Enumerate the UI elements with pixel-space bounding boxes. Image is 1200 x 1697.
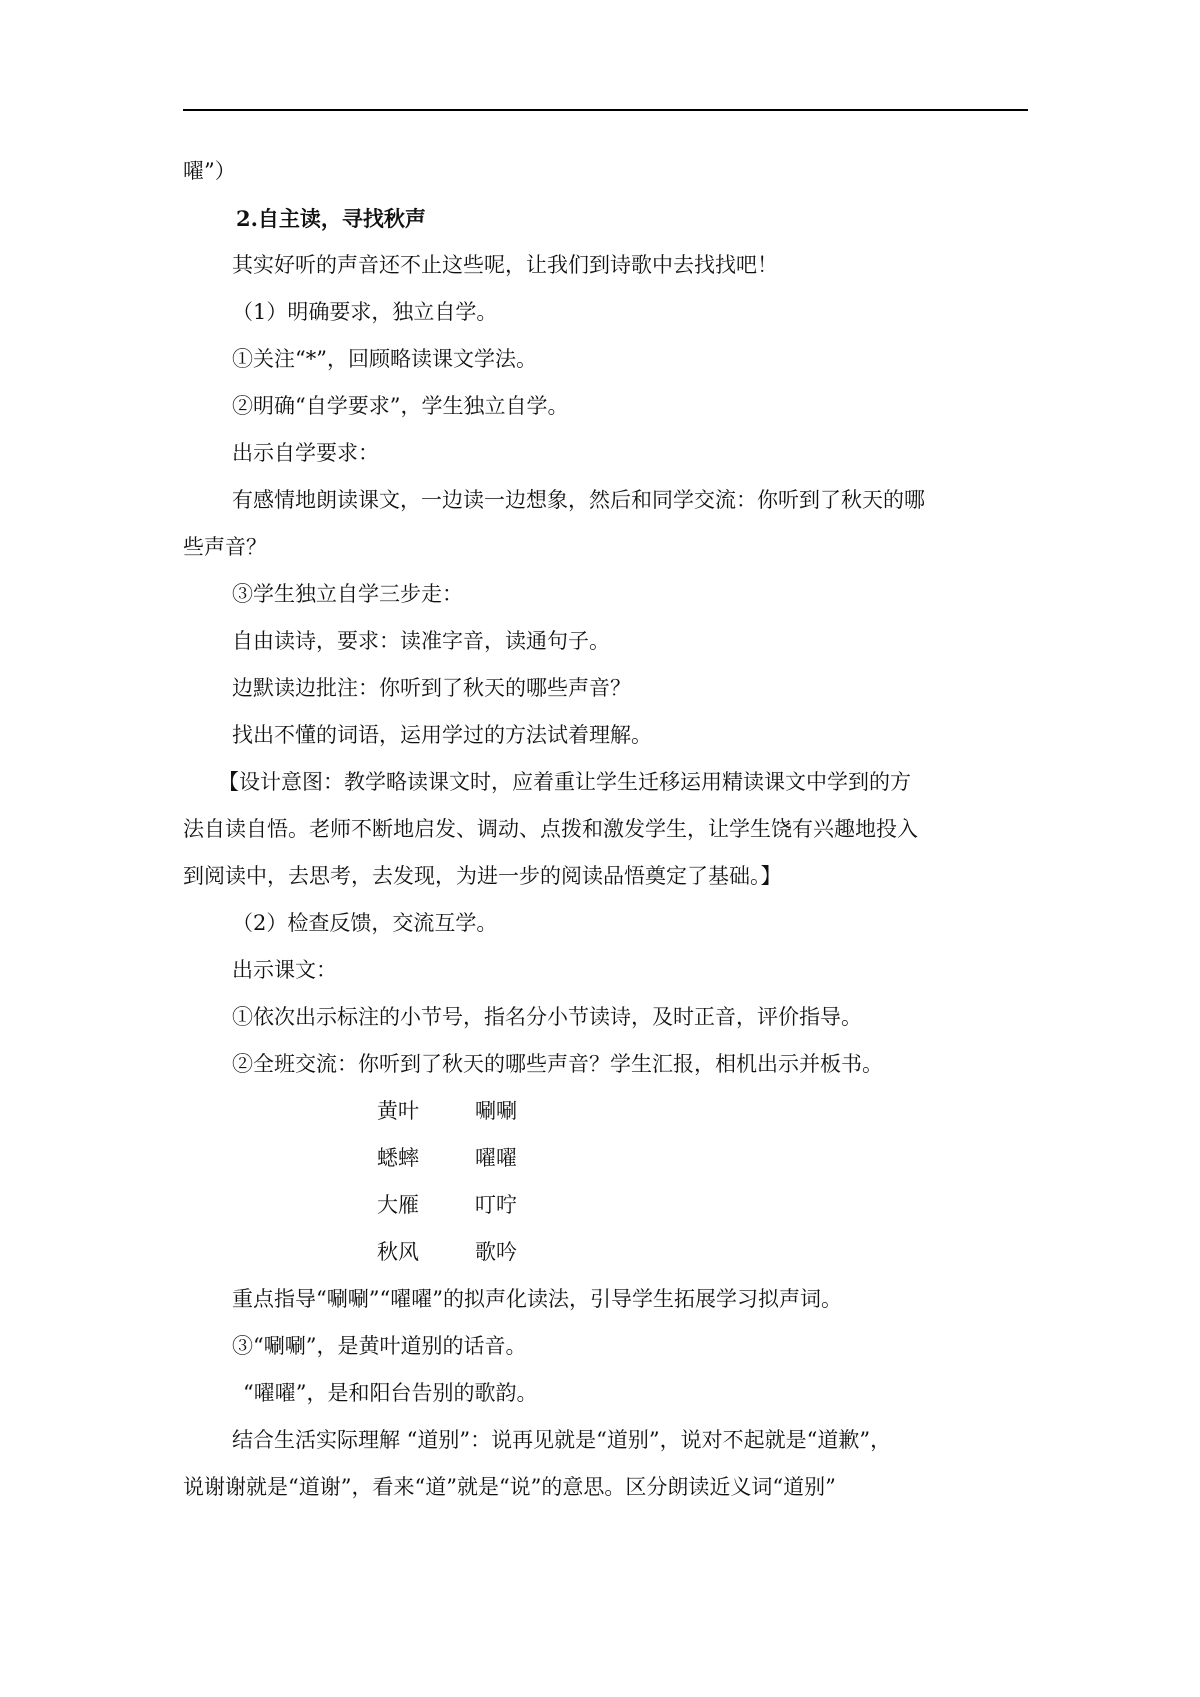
sub-heading: （2）检查反馈，交流互学。 (232, 911, 498, 935)
text-line: 自由读诗，要求：读准字音，读通句子。 (232, 629, 610, 653)
text-line: 说谢谢就是“道谢”，看来“道”就是“说”的意思。区分朗读近义词“道别” (183, 1475, 836, 1499)
board-sound: 叮咛 (475, 1193, 517, 1217)
board-pair (183, 1229, 1028, 1276)
text-line: 重点指导“唰唰”“嚁嚁”的拟声化读法，引导学生拓展学习拟声词。 (232, 1287, 842, 1311)
board-pair (183, 1088, 1028, 1135)
text-line: “嚁嚁”，是和阳台告别的歌韵。 (243, 1381, 538, 1405)
text-line: 出示课文： (232, 958, 337, 982)
text-line: 有感情地朗读课文，一边读一边想象，然后和同学交流：你听到了秋天的哪 (232, 488, 925, 512)
header-rule (183, 109, 1028, 111)
board-subject: 大雁 (377, 1193, 419, 1217)
board-pair (183, 1182, 1028, 1229)
document-body (183, 148, 1028, 1511)
board-pair (183, 1135, 1028, 1182)
design-intent-line: 【设计意图：教学略读课文时，应着重让学生迁移运用精读课文中学到的方 (218, 770, 911, 794)
text-line: ③“唰唰”，是黄叶道别的话音。 (232, 1334, 527, 1358)
design-intent-line: 到阅读中，去思考，去发现，为进一步的阅读品悟奠定了基础。】 (183, 864, 782, 888)
text-line: 嚁”） (183, 159, 236, 183)
text-line: ①依次出示标注的小节号，指名分小节读诗，及时正音，评价指导。 (232, 1005, 862, 1029)
text-line: 些声音？ (183, 535, 267, 559)
text-line: 其实好听的声音还不止这些呢，让我们到诗歌中去找找吧！ (232, 253, 778, 277)
text-line: ③学生独立自学三步走： (232, 582, 463, 606)
board-sound: 唰唰 (475, 1099, 517, 1123)
board-subject: 黄叶 (377, 1099, 419, 1123)
text-line: 找出不懂的词语，运用学过的方法试着理解。 (232, 723, 652, 747)
board-subject: 蟋蟀 (377, 1146, 419, 1170)
text-line: ②全班交流：你听到了秋天的哪些声音？学生汇报，相机出示并板书。 (232, 1052, 883, 1076)
board-sound: 歌吟 (475, 1240, 517, 1264)
text-line: 出示自学要求： (232, 441, 379, 465)
text-line: ②明确“自学要求”，学生独立自学。 (232, 394, 569, 418)
section-heading: 2.自主读，寻找秋声 (236, 206, 426, 231)
sub-heading: （1）明确要求，独立自学。 (232, 300, 498, 324)
text-line: ①关注“*”，回顾略读课文学法。 (232, 347, 537, 371)
board-subject: 秋风 (377, 1240, 419, 1264)
design-intent-line: 法自读自悟。老师不断地启发、调动、点拨和激发学生，让学生饶有兴趣地投入 (183, 817, 918, 841)
text-line: 边默读边批注：你听到了秋天的哪些声音？ (232, 676, 631, 700)
text-line: 结合生活实际理解 “道别”：说再见就是“道别”，说对不起就是“道歉”， (232, 1428, 892, 1452)
board-sound: 嚁嚁 (475, 1146, 517, 1170)
